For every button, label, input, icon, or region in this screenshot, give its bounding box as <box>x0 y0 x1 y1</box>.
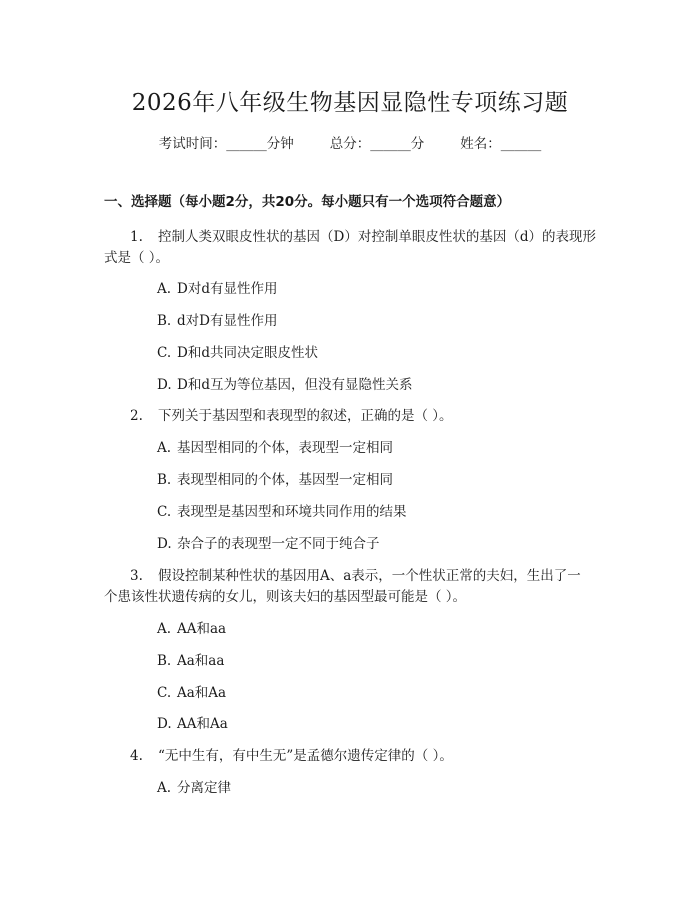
option-text: AA和aa <box>177 621 227 637</box>
question-2 <box>130 404 453 424</box>
total-score-field: 总分：______分 <box>329 136 425 152</box>
option-3a <box>157 617 226 637</box>
option-1a <box>157 277 277 297</box>
option-3c <box>157 681 226 701</box>
option-text: d对D有显性作用 <box>177 313 278 329</box>
option-3b <box>157 649 224 669</box>
option-3d <box>157 712 228 732</box>
question-text: 假设控制某种性状的基因用A、a表示，一个性状正常的夫妇，生出了一 <box>158 568 581 584</box>
option-1b <box>157 309 277 329</box>
option-letter: B. <box>157 313 172 329</box>
exam-meta <box>0 132 700 152</box>
option-2a <box>157 436 393 456</box>
option-letter: D. <box>157 377 172 393</box>
question-number: 1. <box>130 229 143 245</box>
name-field: 姓名：______ <box>460 136 542 152</box>
option-letter: A. <box>157 281 172 297</box>
option-letter: A. <box>157 780 172 796</box>
option-letter: B. <box>157 472 172 488</box>
option-letter: C. <box>157 345 172 361</box>
question-text: 下列关于基因型和表现型的叙述，正确的是（ ）。 <box>158 408 453 424</box>
option-2c <box>157 500 407 520</box>
option-text: 杂合子的表现型一定不同于纯合子 <box>177 536 380 552</box>
option-text: 基因型相同的个体，表现型一定相同 <box>177 440 393 456</box>
question-text: “无中生有，有中生无”是孟德尔遗传定律的（ ）。 <box>158 748 453 764</box>
exam-time-field: 考试时间：______分钟 <box>158 136 294 152</box>
question-4 <box>130 744 453 764</box>
question-number: 4. <box>130 748 143 764</box>
question-3-continued: 个患该性状遗传病的女儿，则该夫妇的基因型最可能是（ ）。 <box>104 589 467 605</box>
page-title: 2026年八年级生物基因显隐性专项练习题 <box>131 90 569 116</box>
option-1c <box>157 341 318 361</box>
question-1 <box>130 225 596 245</box>
option-1d <box>157 373 412 393</box>
option-letter: C. <box>157 685 172 701</box>
option-4a <box>157 776 231 796</box>
option-letter: B. <box>157 653 172 669</box>
option-letter: D. <box>157 536 172 552</box>
option-text: D对d有显性作用 <box>177 281 278 297</box>
question-text: 控制人类双眼皮性状的基因（D）对控制单眼皮性状的基因（d）的表现形 <box>158 229 596 245</box>
option-text: Aa和Aa <box>177 685 227 701</box>
option-letter: A. <box>157 621 172 637</box>
question-number: 3. <box>130 568 143 584</box>
option-2d <box>157 532 380 552</box>
question-3 <box>130 564 581 584</box>
option-text: 表现型是基因型和环境共同作用的结果 <box>177 504 407 520</box>
option-letter: A. <box>157 440 172 456</box>
option-letter: D. <box>157 716 172 732</box>
option-text: Aa和aa <box>177 653 225 669</box>
question-1-continued: 式是（ ）。 <box>104 250 170 266</box>
option-text: D和d共同决定眼皮性状 <box>177 345 318 361</box>
section-heading: 一、选择题（每小题2分，共20分。每小题只有一个选项符合题意） <box>104 194 511 210</box>
option-2b <box>157 468 393 488</box>
option-text: AA和Aa <box>177 716 228 732</box>
option-text: D和d互为等位基因，但没有显隐性关系 <box>177 377 413 393</box>
option-letter: C. <box>157 504 172 520</box>
option-text: 表现型相同的个体，基因型一定相同 <box>177 472 393 488</box>
option-text: 分离定律 <box>177 780 231 796</box>
question-number: 2. <box>130 408 143 424</box>
